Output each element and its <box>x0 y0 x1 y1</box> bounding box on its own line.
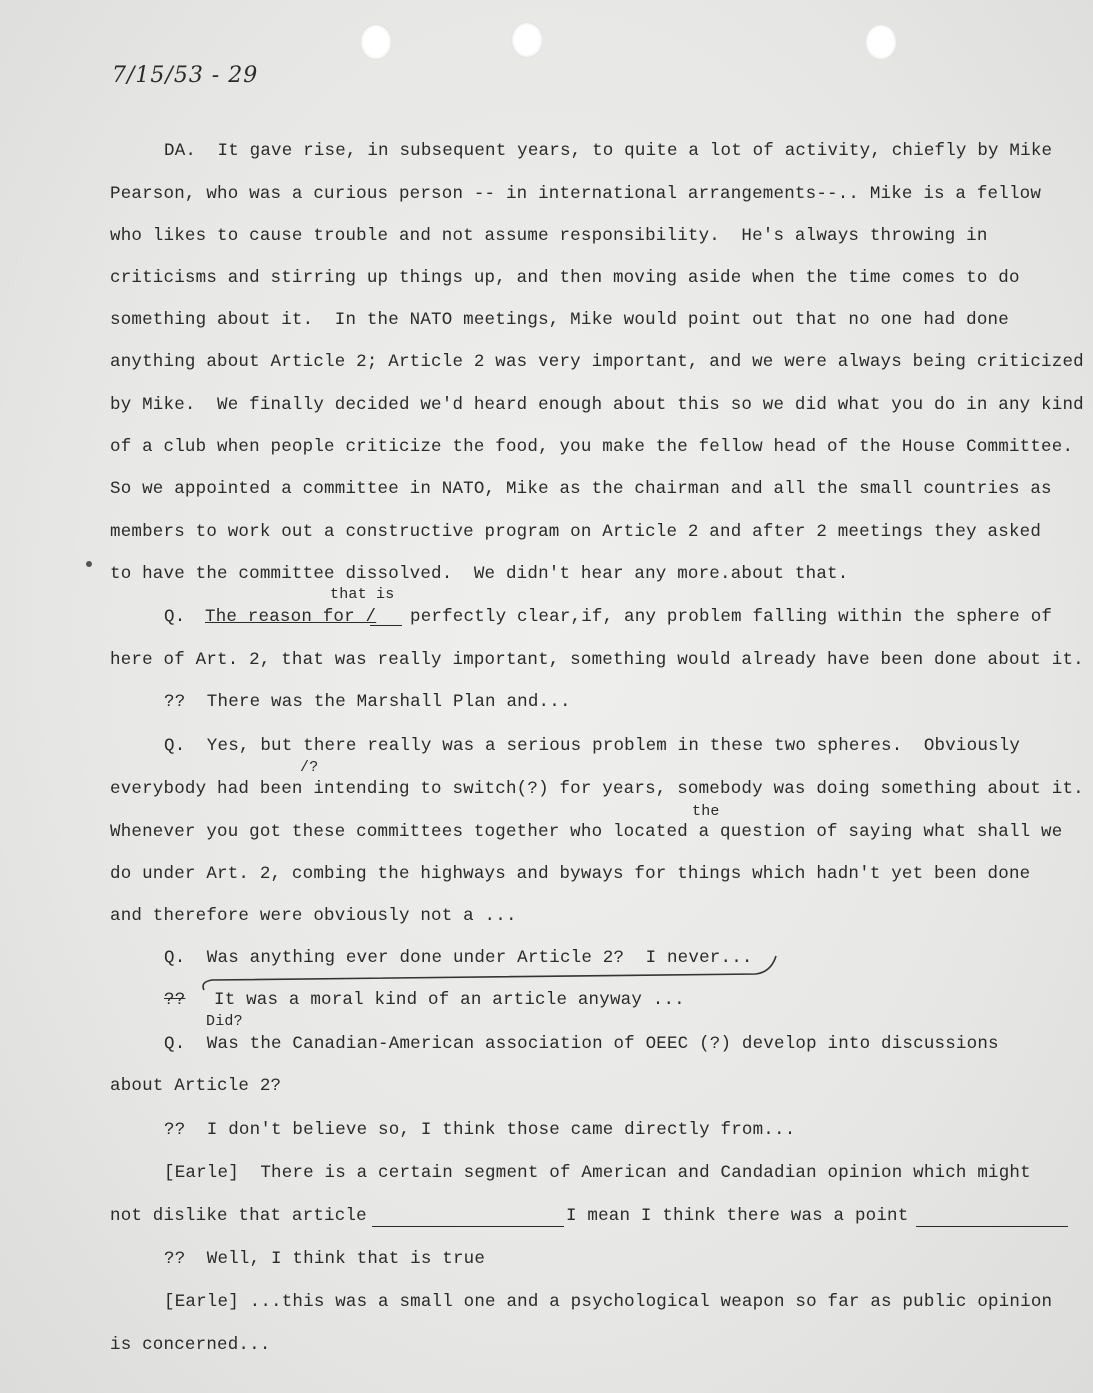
underlined-text: The reason for / <box>205 607 377 627</box>
text-line: here of Art. 2, that was really important, something would already have been done about it. <box>110 650 1084 670</box>
punch-hole-right <box>865 24 897 60</box>
text-line: perfectly clear,if, any problem falling within the sphere of <box>410 607 1053 627</box>
page-header: 7/15/53 - 29 <box>112 63 259 88</box>
handwritten-insert: /? <box>300 759 319 776</box>
text-line: about Article 2? <box>110 1076 282 1096</box>
text-line: Q. Was anything ever done under Article 2? I never... <box>164 948 753 968</box>
blank-line <box>916 1212 1068 1227</box>
text-line: who likes to cause trouble and not assume responsibility. He's always throwing in <box>110 226 988 246</box>
answer-line: ?? Well, I think that is true <box>164 1249 486 1269</box>
punch-hole-center <box>511 22 543 58</box>
handwritten-insert: Did? <box>206 1013 243 1030</box>
text-line: [Earle] ...this was a small one and a psychological weapon so far as public opinion <box>164 1292 1053 1312</box>
margin-dot <box>86 561 92 567</box>
question-label: Q. <box>164 607 186 627</box>
text-line: It was a moral kind of an article anyway ... <box>214 990 685 1010</box>
blank-line <box>370 611 402 626</box>
answer-line: ?? There was the Marshall Plan and... <box>164 692 571 712</box>
text-line: I mean I think there was a point <box>566 1206 909 1226</box>
text-line: Q. Yes, but there really was a serious problem in these two spheres. Obviously <box>164 736 1021 756</box>
text-line: Pearson, who was a curious person -- in international arrangements--.. Mike is a fellow <box>110 184 1042 204</box>
text-line: to have the committee dissolved. We didn't hear any more.about that. <box>110 564 849 584</box>
text-line: everybody had been intending to switch(?) for years, somebody was doing something about it. <box>110 779 1084 799</box>
text-line: Q. Was the Canadian-American association of OEEC (?) develop into discussions <box>164 1034 999 1054</box>
text-line: criticisms and stirring up things up, and then moving aside when the time comes to do <box>110 268 1020 288</box>
handwritten-insert: that is <box>330 586 395 603</box>
answer-line: ?? I don't believe so, I think those came directly from... <box>164 1120 796 1140</box>
text-line: DA. It gave rise, in subsequent years, to quite a lot of activity, chiefly by Mike <box>164 141 1053 161</box>
text-line: [Earle] There is a certain segment of American and Candadian opinion which might <box>164 1163 1031 1183</box>
answer-prefix: ?? <box>164 990 186 1010</box>
punch-hole-left <box>360 24 392 60</box>
text-line: do under Art. 2, combing the highways and byways for things which hadn't yet been done <box>110 864 1031 884</box>
blank-line <box>372 1212 564 1227</box>
text-line: Whenever you got these committees together who located a question of saying what shall we <box>110 822 1063 842</box>
text-line: and therefore were obviously not a ... <box>110 906 517 926</box>
text-line: anything about Article 2; Article 2 was very important, and we were always being criticized <box>110 352 1084 372</box>
handwritten-insert: the <box>692 803 720 820</box>
text-line: not dislike that article <box>110 1206 367 1226</box>
text-line: something about it. In the NATO meetings, Mike would point out that no one had done <box>110 310 1009 330</box>
text-line: by Mike. We finally decided we'd heard enough about this so we did what you do in any kind <box>110 395 1084 415</box>
text-line: members to work out a constructive program on Article 2 and after 2 meetings they asked <box>110 522 1042 542</box>
text-line: of a club when people criticize the food, you make the fellow head of the House Committee. <box>110 437 1074 457</box>
text-line: is concerned... <box>110 1335 271 1355</box>
text-line: So we appointed a committee in NATO, Mike as the chairman and all the small countries as <box>110 479 1052 499</box>
